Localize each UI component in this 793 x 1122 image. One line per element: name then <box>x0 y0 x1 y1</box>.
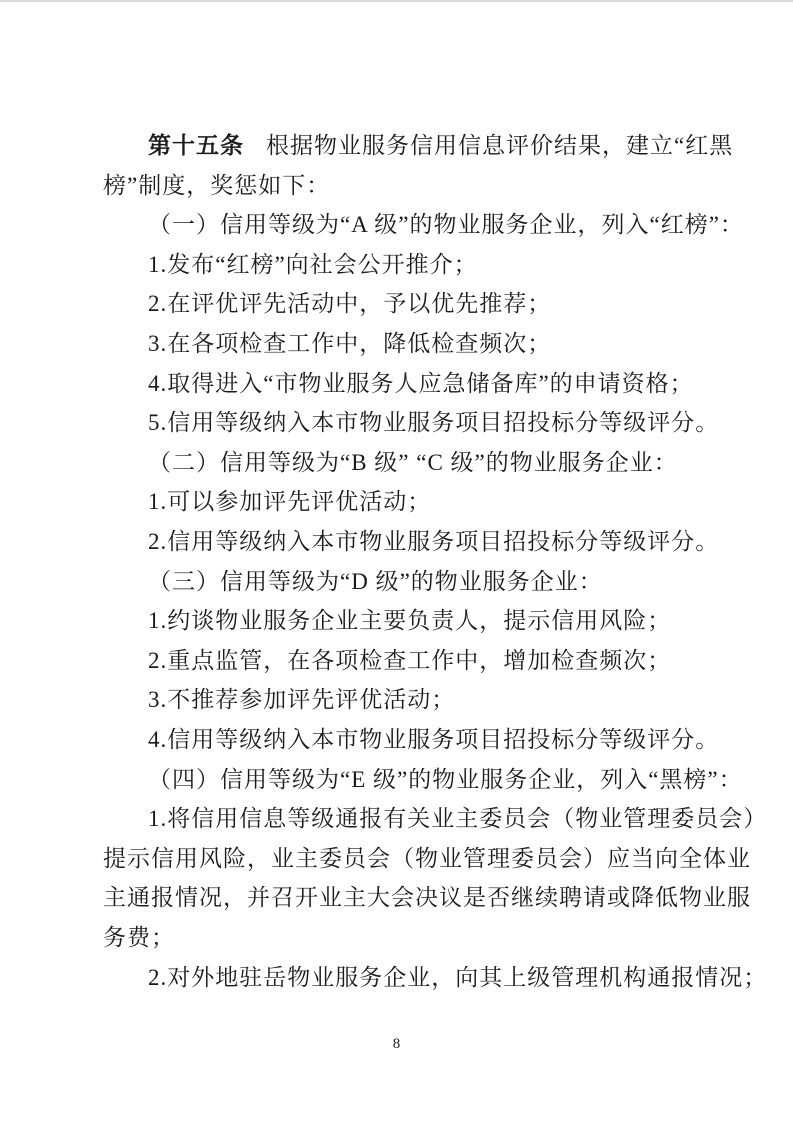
text-line-14: 2.重点监管，在各项检查工作中，增加检查频次； <box>148 648 672 673</box>
text-line-5: 2.在评优评先活动中，予以优先推荐； <box>148 291 552 316</box>
article-number: 第十五条 <box>148 133 244 158</box>
text-line-9: （二）信用等级为“B 级” “C 级”的物业服务企业： <box>148 450 678 475</box>
text-line-16: 4.信用等级纳入本市物业服务项目招投标分等级评分。 <box>148 727 720 752</box>
text-line-12: （三）信用等级为“D 级”的物业服务企业： <box>148 569 603 594</box>
text-line-20: 主通报情况，并召开业主大会决议是否继续聘请或降低物业服 <box>103 885 751 910</box>
text-line-2: 榜”制度，奖惩如下： <box>103 173 331 198</box>
text-line-18: 1.将信用信息等级通报有关业主委员会（物业管理委员会） <box>148 806 768 831</box>
text-line-3: （一）信用等级为“A 级”的物业服务企业，列入“红榜”： <box>148 212 744 237</box>
text-line-10: 1.可以参加评先评优活动； <box>148 489 432 514</box>
text-line-7: 4.取得进入“市物业服务人应急储备库”的申请资格； <box>148 371 694 396</box>
text-line-17: （四）信用等级为“E 级”的物业服务企业，列入“黑榜”： <box>148 767 743 792</box>
text-line-4: 1.发布“红榜”向社会公开推介； <box>148 252 478 277</box>
text-line-22: 2.对外地驻岳物业服务企业，向其上级管理机构通报情况； <box>148 965 768 990</box>
text-line-1-body: 根据物业服务信用信息评价结果，建立“红黑 <box>266 133 734 158</box>
text-line-13: 1.约谈物业服务企业主要负责人，提示信用风险； <box>148 608 672 633</box>
text-line-11: 2.信用等级纳入本市物业服务项目招投标分等级评分。 <box>148 529 720 554</box>
page-number: 8 <box>392 1036 401 1052</box>
text-line-15: 3.不推荐参加评先评优活动； <box>148 687 456 712</box>
text-line-19: 提示信用风险，业主委员会（物业管理委员会）应当向全体业 <box>103 846 751 871</box>
text-line-1 <box>148 132 733 159</box>
text-line-6: 3.在各项检查工作中，降低检查频次； <box>148 331 552 356</box>
text-line-21: 务费； <box>103 925 175 950</box>
scan-edge-line <box>0 0 793 2</box>
text-line-8: 5.信用等级纳入本市物业服务项目招投标分等级评分。 <box>148 410 720 435</box>
